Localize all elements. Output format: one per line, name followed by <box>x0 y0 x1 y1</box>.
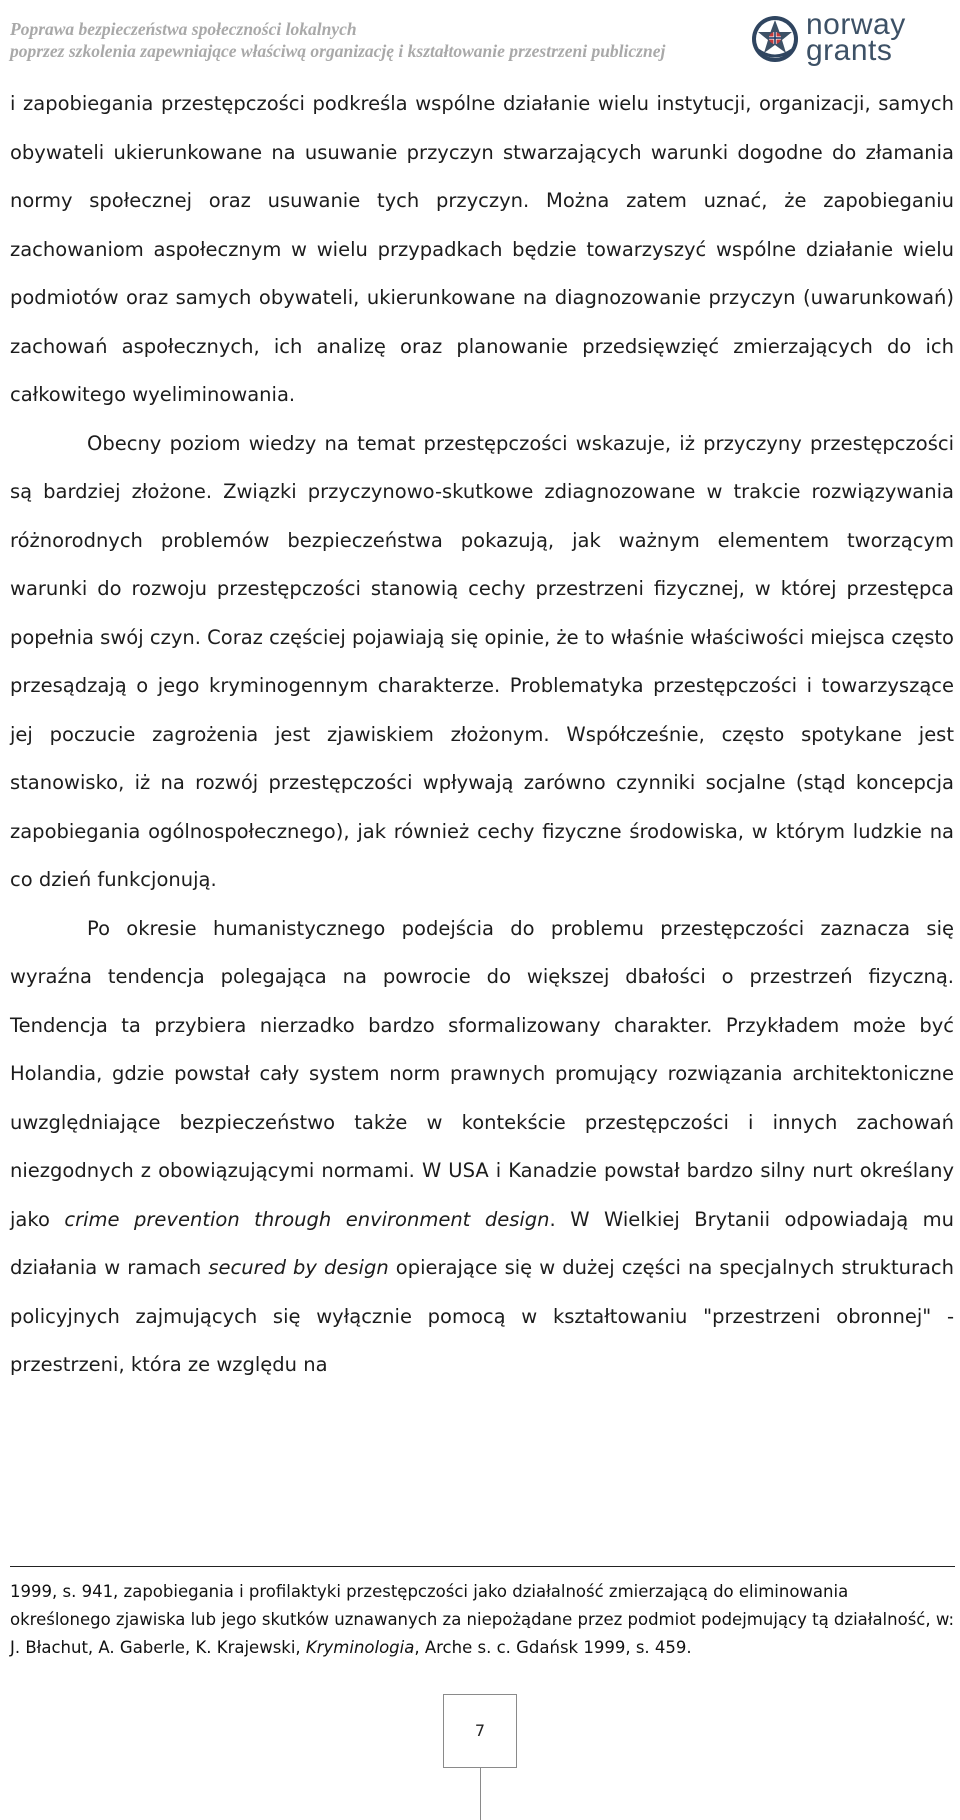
footnote-text <box>10 1578 954 1662</box>
page-header <box>10 8 950 67</box>
header-title-line2: poprzez szkolenia zapewniające właściwą organizację i kształtowanie przestrzeni publicznej <box>10 41 666 61</box>
logo-wordmark <box>806 8 906 67</box>
header-title-line1: Poprawa bezpieczeństwa społeczności lokalnych <box>10 19 357 39</box>
page-number: 7 <box>443 1694 517 1768</box>
logo-word-grants: grants <box>806 34 893 67</box>
paragraph-3-italic-cpted: crime prevention through environment design <box>64 1207 550 1231</box>
header-title <box>10 18 665 62</box>
paragraph-3-part-a: Po okresie humanistycznego podejścia do problemu przestępczości zaznacza się wyraźna tendencja polegająca na powrocie do większej dbałości o przestrzeń fizyczną. Tendencja ta przybiera nierzadko bardzo sformalizowany charakter. Przykładem może być Holandia, gdzie powstał cały system norm prawnych promujący rozwiązania architektoniczne uwzględniające bezpieczeństwo także w kontekście przestępczości i innych zachowań niezgodnych z obowiązującymi normami. W USA i Kanadzie powstał bardzo silny nurt określany jako <box>10 916 954 1231</box>
footnote-part-a: 1999, s. 941, zapobiegania i profilaktyki przestępczości jako działalność zmierzającą do eliminowania określonego zjawiska lub jego skutków uznawanych za niepożądane przez podmiot podejmujący tą działalność, w: J. Błachut, A. Gaberle, K. Krajewski, <box>10 1582 955 1657</box>
footnote-italic-title: Kryminologia <box>305 1638 415 1657</box>
paragraph-3 <box>10 905 954 1390</box>
paragraph-2: Obecny poziom wiedzy na temat przestępczości wskazuje, iż przyczyny przestępczości są bardziej złożone. Związki przyczynowo-skutkowe zdiagnozowane w trakcie rozwiązywania różnorodnych problemów bezpieczeństwa pokazują, jak ważnym elementem tworzącym warunki do rozwoju przestępczości stanowią cechy przestrzeni fizycznej, w której przestępca popełnia swój czyn. Coraz częściej pojawiają się opinie, że to właśnie właściwości miejsca często przesądzają o jego kryminogennym charakterze. Problematyka przestępczości i towarzyszące jej poczucie zagrożenia jest zjawiskiem złożonym. Współcześnie, często spotykane jest stanowisko, iż na rozwój przestępczości wpływają zarówno czynniki socjalne (stąd koncepcja zapobiegania ogólnospołecznego), jak również cechy fizyczne środowiska, w którym ludzkie na co dzień funkcjonują. <box>10 431 954 891</box>
main-text <box>10 80 954 1390</box>
paragraph-3-part-b: . W Wielkiej Brytanii odpowiadają mu działania w ramach <box>10 1207 954 1279</box>
paragraph-3-italic-sbd: secured by design <box>208 1256 389 1279</box>
star-badge-icon <box>750 14 800 64</box>
footnote <box>10 1578 954 1662</box>
page-number-stem <box>480 1768 481 1820</box>
paragraph-1: i zapobiegania przestępczości podkreśla wspólne działanie wielu instytucji, organizacji, samych obywateli ukierunkowane na usuwanie przyczyn stwarzających warunki dogodne do złamania normy społecznej oraz usuwanie tych przyczyn. Można zatem uznać, że zapobieganiu zachowaniom aspołecznym w wielu przypadkach będzie towarzyszyć wspólne działanie wielu podmiotów oraz samych obywateli, ukierunkowane na diagnozowanie przyczyn (uwarunkowań) zachowań aspołecznych, ich analizę oraz planowanie przedsięwzięć zmierzających do ich całkowitego wyeliminowania. <box>10 92 954 406</box>
logo-word-norway: norway <box>806 8 906 41</box>
paragraph-3-part-c: opierające się w dużej części na specjalnych strukturach policyjnych zajmujących się wyłącznie pomocą w kształtowaniu "przestrzeni obronnej" - przestrzeni, która ze względu na <box>10 1256 954 1376</box>
footnote-part-b: , Arche s. c. Gdańsk 1999, s. 459. <box>414 1638 692 1657</box>
footnote-divider <box>10 1566 955 1567</box>
norway-grants-logo <box>750 8 950 67</box>
